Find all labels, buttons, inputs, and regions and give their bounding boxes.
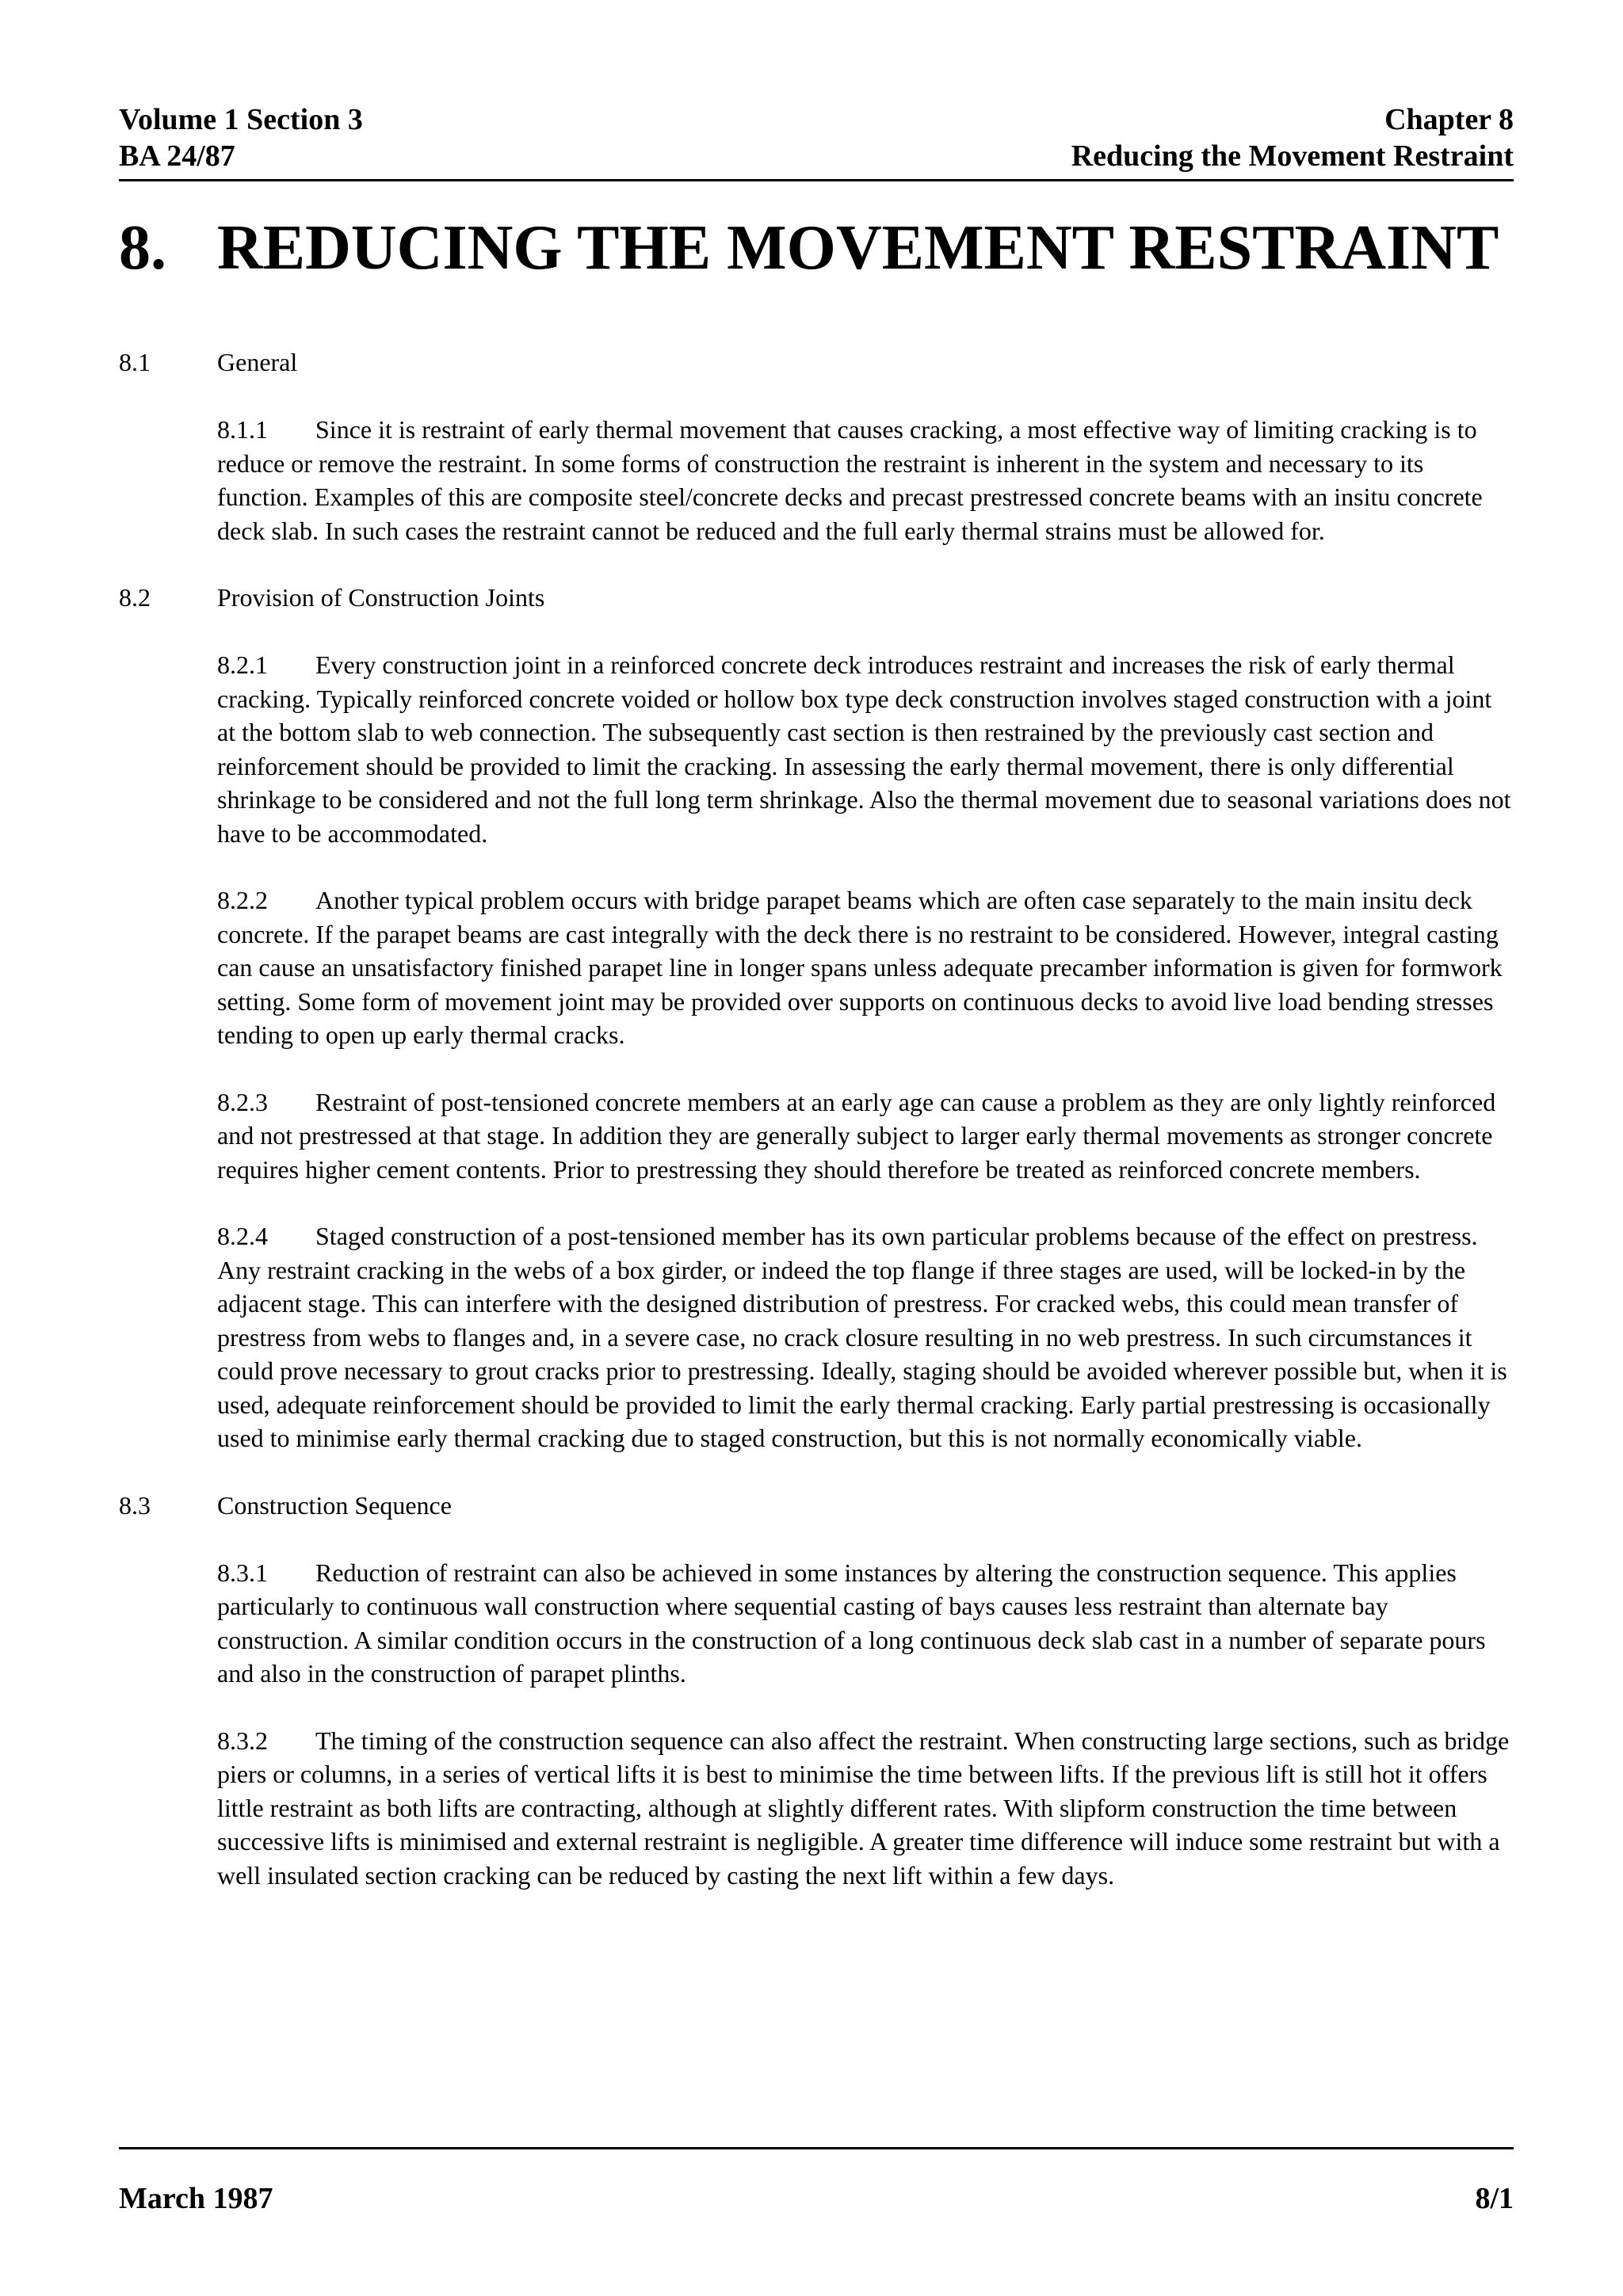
header-right <box>1071 101 1514 174</box>
chapter-title-text: REDUCING THE MOVEMENT RESTRAINT <box>217 213 1499 283</box>
section-number: 8.3 <box>119 1490 151 1520</box>
section-heading <box>119 345 1514 379</box>
chapter-label: Chapter 8 <box>1384 103 1514 136</box>
footer-date: March 1987 <box>119 2182 273 2215</box>
paragraph-text: Since it is restraint of early thermal movement that causes cracking, a most effective way of limiting cracking is to reduce or remove the restraint. In some forms of construction the restraint is inherent in the system and necessary to its function. Examples of this are composite steel/concrete decks and precast prestressed concrete beams with an insitu concrete deck slab. In such cases the restraint cannot be reduced and the full early thermal strains must be allowed for. <box>217 415 1483 545</box>
section-title: General <box>217 348 298 376</box>
body-content <box>119 345 1514 1925</box>
page-footer <box>119 2147 1514 2213</box>
paragraph-number: 8.2.2 <box>217 886 268 914</box>
paragraph-number: 8.2.3 <box>217 1087 268 1116</box>
paragraph <box>217 648 1514 850</box>
paragraph-number: 8.2.1 <box>217 650 268 679</box>
paragraph-number: 8.3.1 <box>217 1558 268 1587</box>
paragraph <box>217 1085 1514 1187</box>
chapter-running-title: Reducing the Movement Restraint <box>1071 139 1514 173</box>
section-number: 8.2 <box>119 583 151 612</box>
paragraph-text: Restraint of post-tensioned concrete members at an early age can cause a problem as they are only lightly reinforced and not prestressed at that stage. In addition they are generally subject to larger early thermal movements as stronger concrete requires higher cement contents. Prior to prestressing they should therefore be treated as reinforced concrete members. <box>217 1087 1496 1184</box>
section-heading <box>119 581 1514 615</box>
paragraph <box>217 1219 1514 1455</box>
section-title: Construction Sequence <box>217 1490 452 1520</box>
paragraph-text: The timing of the construction sequence can also affect the restraint. When constructing large sections, such as bridge piers or columns, in a series of vertical lifts it is best to minimise the time between lifts. If the previous lift is still hot it offers little restraint as both lifts are contracting, although at slightly different rates. With slipform construction the time between successive lifts is minimised and external restraint is negligible. A greater time difference will induce some restraint but with a well insulated section cracking can be reduced by casting the next lift within a few days. <box>217 1726 1510 1890</box>
volume-section-label: Volume 1 Section 3 <box>119 103 363 136</box>
page-header <box>119 101 1514 181</box>
paragraph <box>217 883 1514 1052</box>
paragraph-text: Every construction joint in a reinforced concrete deck introduces restraint and increases the risk of early thermal cracking. Typically reinforced concrete voided or hollow box type deck construction involves staged construction with a joint at the bottom slab to web connection. The subsequently cast section is then restrained by the previously cast section and reinforcement should be provided to limit the cracking. In assessing the early thermal movement, there is only differential shrinkage to be considered and not the full long term shrinkage. Also the thermal movement due to seasonal variations does not have to be accommodated. <box>217 650 1511 848</box>
paragraph <box>217 1556 1514 1691</box>
paragraph-text: Reduction of restraint can also be achieved in some instances by altering the construction sequence. This applies particularly to continuous wall construction where sequential casting of bays causes less restraint than alternate bay construction. A similar condition occurs in the construction of a long continuous deck slab cast in a number of separate pours and also in the construction of parapet plinths. <box>217 1558 1486 1688</box>
paragraph-number: 8.1.1 <box>217 415 268 444</box>
paragraph-text: Another typical problem occurs with bridge parapet beams which are often case separately to the main insitu deck concrete. If the parapet beams are cast integrally with the deck there is no restraint to be considered. However, integral casting can cause an unsatisfactory finished parapet line in longer spans unless adequate precamber information is given for formwork setting. Some form of movement joint may be provided over supports on continuous decks to avoid live load bending stresses tending to open up early thermal cracks. <box>217 886 1503 1049</box>
page-title <box>119 210 1514 286</box>
paragraph-text: Staged construction of a post-tensioned member has its own particular problems because of the effect on prestress. Any restraint cracking in the webs of a box girder, or indeed the top flange if three stages are used, will be locked-in by the adjacent stage. This can interfere with the designed distribution of prestress. For cracked webs, this could mean transfer of prestress from webs to flanges and, in a severe case, no crack closure resulting in no web prestress. In such circumstances it could prove necessary to grout cracks prior to prestressing. Ideally, staging should be avoided wherever possible but, when it is used, adequate reinforcement should be provided to limit the early thermal cracking. Early partial prestressing is occasionally used to minimise early thermal cracking due to staged construction, but this is not normally economically viable. <box>217 1222 1507 1452</box>
paragraph <box>217 1724 1514 1893</box>
section-heading <box>119 1489 1514 1523</box>
section-title: Provision of Construction Joints <box>217 583 545 612</box>
section-number: 8.1 <box>119 348 151 376</box>
chapter-number: 8. <box>119 213 166 283</box>
paragraph <box>217 413 1514 547</box>
page-number: 8/1 <box>1475 2182 1514 2215</box>
paragraph-number: 8.3.2 <box>217 1726 268 1755</box>
paragraph-number: 8.2.4 <box>217 1222 268 1250</box>
header-left <box>119 101 363 174</box>
document-code: BA 24/87 <box>119 139 235 173</box>
document-page <box>119 0 1514 2296</box>
